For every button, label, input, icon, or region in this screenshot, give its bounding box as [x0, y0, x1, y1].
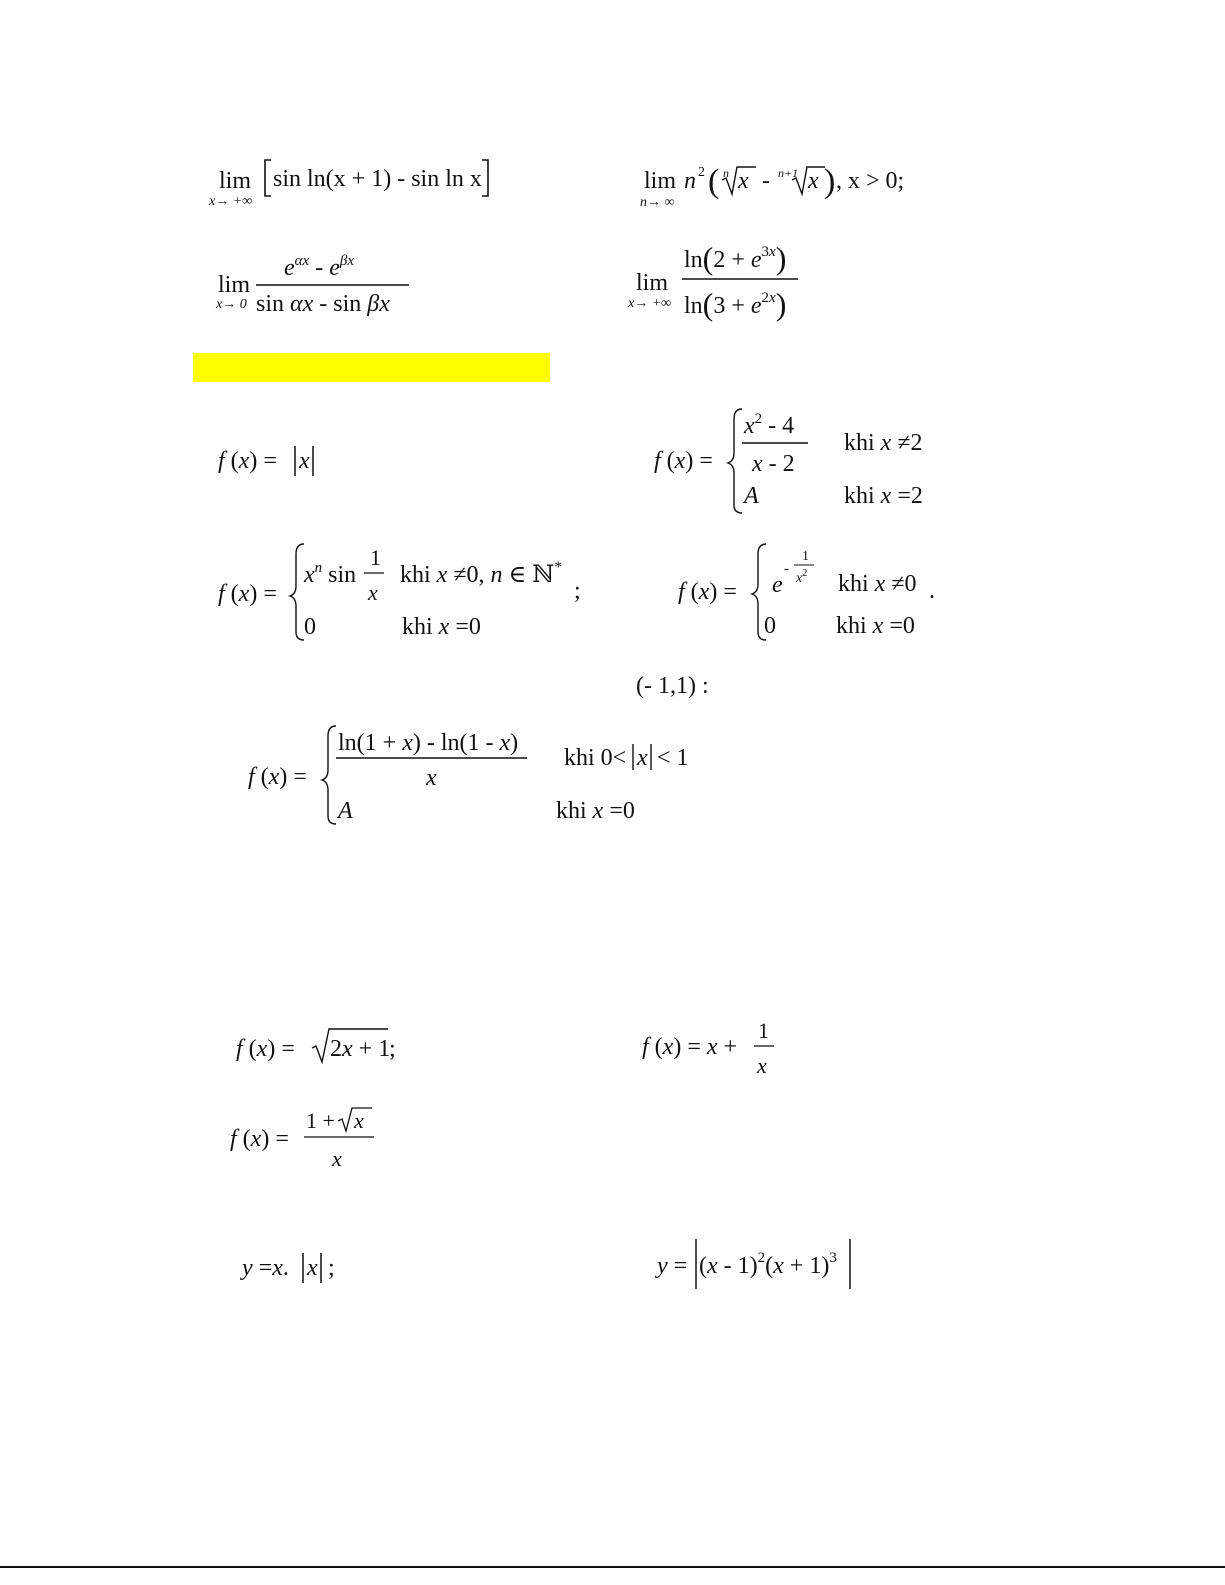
- coefficient-exponent: 2: [698, 165, 705, 180]
- case2-value: A: [744, 483, 759, 509]
- fraction-numerator: 1 +: [306, 1108, 335, 1133]
- formula-tail: , x > 0;: [836, 168, 905, 194]
- function-abs-x: [216, 440, 336, 480]
- case2-value: A: [338, 798, 353, 824]
- exponent-numerator: 1: [802, 549, 809, 564]
- lim-coefficient: n: [684, 168, 696, 194]
- fraction-denominator: x: [757, 1053, 767, 1078]
- root-index: n: [723, 166, 729, 180]
- function-lhs: f (x) =: [678, 579, 737, 605]
- function-lhs: f (x) =: [236, 1036, 295, 1062]
- lim-operator: lim: [636, 270, 669, 296]
- lim-operator: lim: [644, 168, 677, 194]
- lim-subscript: x→ +∞: [628, 296, 672, 311]
- case2-condition: khi x =0: [836, 613, 915, 639]
- case1-denominator: x: [426, 765, 437, 791]
- abs-content: x: [307, 1255, 318, 1281]
- fraction-numerator: $e^{\alpha x} - e^{\beta x}$: [284, 253, 354, 281]
- function-lhs: f (x) = x +: [642, 1034, 738, 1060]
- limit-formula-1: [205, 150, 505, 212]
- function-lhs: f (x) =: [218, 581, 277, 607]
- case1-numerator: $x^2 - 4$: [744, 411, 795, 439]
- left-bracket: [265, 160, 271, 196]
- lim-subscript: n→ ∞: [640, 195, 675, 210]
- function-lhs: y =: [657, 1253, 688, 1279]
- svg-text:< 1: < 1: [657, 745, 689, 771]
- svg-text:x: x: [637, 745, 648, 771]
- formula-tail: ;: [328, 1255, 335, 1281]
- abs-content: $(x - 1)^2(x + 1)^3$: [699, 1250, 837, 1279]
- case2-condition: khi x =0: [556, 798, 635, 824]
- right-bracket: [482, 160, 488, 196]
- formula-tail: ;: [389, 1036, 396, 1062]
- case1-numerator: ln(1 + x) - ln(1 - x): [338, 730, 519, 756]
- radicand: x: [354, 1108, 364, 1133]
- function-sqrt-fraction: [228, 1100, 388, 1175]
- right-paren: ): [824, 163, 836, 200]
- case1-condition: khi x ≠0, n ∈ ℕ*: [400, 559, 563, 588]
- function-lhs: f (x) =: [230, 1126, 289, 1152]
- formula-tail: ;: [574, 578, 581, 604]
- highlighted-heading-bar: [193, 353, 550, 382]
- function-piecewise-2: [652, 405, 952, 520]
- function-lhs: f (x) =: [248, 764, 307, 790]
- limit-formula-4: [626, 235, 816, 325]
- case1-denominator: x - 2: [752, 451, 795, 477]
- function-lhs: f (x) =: [654, 448, 713, 474]
- fraction-denominator: $\ln(3 + e^{2x})$: [684, 286, 787, 322]
- fraction-denominator: x: [368, 580, 378, 605]
- function-piecewise-3: [216, 540, 596, 645]
- case1-value: e: [772, 572, 783, 598]
- case1-condition: khi 0<: [564, 745, 627, 771]
- bottom-page-rule: [0, 1566, 1225, 1568]
- radicand: x: [808, 168, 819, 194]
- lim-subscript: x→ 0: [216, 297, 247, 312]
- fraction-denominator: x: [332, 1146, 342, 1171]
- case2-value: 0: [764, 613, 776, 639]
- left-paren: (: [708, 163, 720, 200]
- minus-sign: -: [762, 168, 770, 194]
- graph-function-1: [240, 1245, 370, 1289]
- left-brace: [728, 409, 742, 513]
- radicand: 2x + 1: [330, 1036, 391, 1062]
- lim-operator: lim: [218, 272, 251, 298]
- function-sqrt: [234, 1022, 414, 1072]
- abs-content: x: [299, 448, 310, 474]
- graph-function-2: [655, 1235, 875, 1291]
- case2-condition: khi x =2: [844, 483, 923, 509]
- exponent-denominator: $x^2$: [796, 568, 808, 586]
- case1-value: $x^n$ sin: [304, 560, 357, 588]
- root-index: n+1: [778, 166, 799, 180]
- case1-condition: khi x ≠0: [838, 571, 917, 597]
- fraction-denominator: sin αx - sin βx: [256, 291, 390, 317]
- limit-formula-3: [212, 245, 422, 325]
- fraction-numerator: $\ln(2 + e^{3x})$: [684, 240, 787, 276]
- fraction-numerator: 1: [758, 1018, 769, 1043]
- limit-formula-2: [638, 150, 928, 212]
- function-x-plus-reciprocal: [640, 1012, 790, 1082]
- function-lhs: f (x) =: [218, 448, 277, 474]
- left-brace: [322, 726, 336, 824]
- exponent-minus: -: [784, 561, 789, 577]
- case1-condition: khi x ≠2: [844, 430, 923, 456]
- function-lhs: y =x.: [242, 1255, 289, 1281]
- formula-tail: .: [929, 578, 935, 604]
- function-piecewise-4: [676, 540, 946, 645]
- left-brace: [290, 544, 304, 640]
- lim-operator: lim: [219, 168, 252, 194]
- limit-body: sin ln(x + 1) - sin ln x: [273, 166, 482, 192]
- interval-text: (- 1,1) :: [636, 673, 709, 699]
- radicand: x: [738, 168, 749, 194]
- fraction-numerator: 1: [370, 545, 381, 570]
- case2-value: 0: [304, 614, 316, 640]
- function-piecewise-5: [246, 722, 706, 832]
- interval-label: [636, 668, 726, 702]
- lim-subscript: x→ +∞: [209, 194, 253, 209]
- case2-condition: khi x =0: [402, 614, 481, 640]
